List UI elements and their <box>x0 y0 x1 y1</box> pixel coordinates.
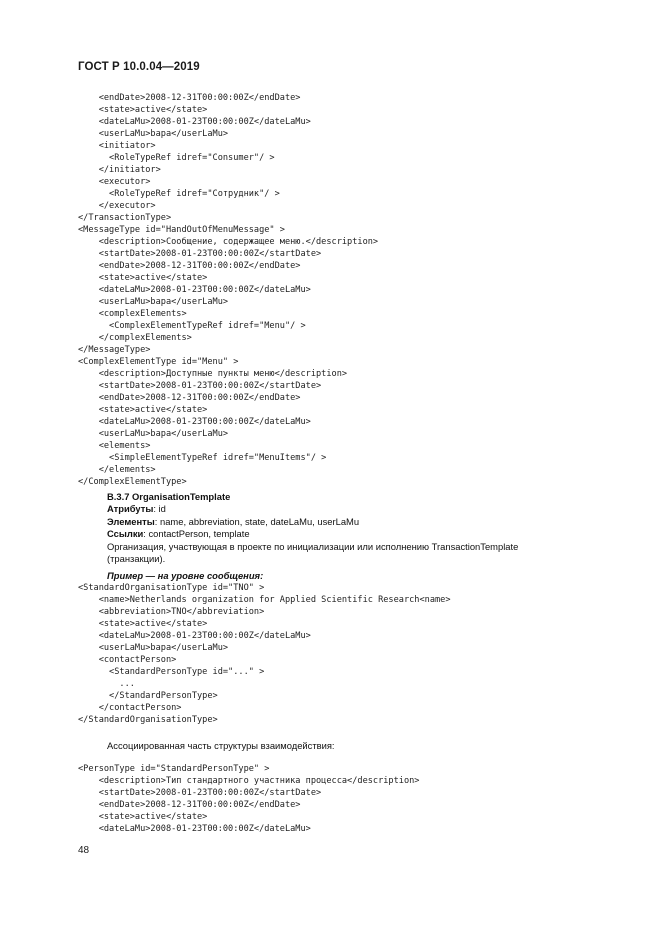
code-line: <StandardOrganisationType id="TNO" > <box>78 583 265 593</box>
code-line: <PersonType id="StandardPersonType" > <box>78 764 270 774</box>
elements-line <box>107 516 577 528</box>
code-line: <ComplexElementType id="Menu" > <box>78 357 239 367</box>
code-line: </StandardOrganisationType> <box>78 715 218 725</box>
code-line: </executor> <box>78 201 156 211</box>
code-line: </StandardPersonType> <box>78 691 218 701</box>
code-line: </MessageType> <box>78 345 151 355</box>
code-line: <state>active</state> <box>78 273 208 283</box>
code-line: <state>active</state> <box>78 105 208 115</box>
code-line: <initiator> <box>78 141 156 151</box>
code-line: <endDate>2008-12-31T00:00:00Z</endDate> <box>78 93 301 103</box>
code-line: <description>Доступные пункты меню</description> <box>78 369 348 379</box>
code-block-person-type <box>78 763 419 835</box>
code-line: <endDate>2008-12-31T00:00:00Z</endDate> <box>78 393 301 403</box>
code-line: <MessageType id="HandOutOfMenuMessage" > <box>78 225 285 235</box>
code-line: <userLaMu>bapa</userLaMu> <box>78 643 229 653</box>
code-line: <description>Сообщение, содержащее меню.</description> <box>78 237 379 247</box>
code-line: <endDate>2008-12-31T00:00:00Z</endDate> <box>78 800 301 810</box>
document-header: ГОСТ Р 10.0.04—2019 <box>78 61 200 73</box>
code-line: <complexElements> <box>78 309 187 319</box>
code-line: <userLaMu>bapa</userLaMu> <box>78 429 229 439</box>
code-line: <name>Netherlands organization for Applied Scientific Research<name> <box>78 595 451 605</box>
code-line: <SimpleElementTypeRef idref="MenuItems"/ > <box>78 453 327 463</box>
links-label: Ссылки <box>107 528 144 540</box>
code-line: <dateLaMu>2008-01-23T00:00:00Z</dateLaMu> <box>78 417 311 427</box>
elements-label: Элементы <box>107 515 155 527</box>
code-line: <ComplexElementTypeRef idref="Menu"/ > <box>78 321 306 331</box>
code-line: <contactPerson> <box>78 655 177 665</box>
associated-structure-caption: Ассоциированная часть структуры взаимодействия: <box>107 740 335 751</box>
code-line: <userLaMu>bapa</userLaMu> <box>78 297 229 307</box>
code-line: <startDate>2008-01-23T00:00:00Z</startDate> <box>78 788 322 798</box>
section-title: B.3.7 OrganisationTemplate <box>107 491 231 502</box>
attributes-label: Атрибуты <box>107 503 154 515</box>
example-heading: Пример — на уровне сообщения: <box>107 570 264 581</box>
elements-value: : name, abbreviation, state, dateLaMu, userLaMu <box>154 515 360 527</box>
links-line <box>107 528 577 540</box>
code-line: <StandardPersonType id="..." > <box>78 667 265 677</box>
attributes-line <box>107 503 577 515</box>
code-line: <dateLaMu>2008-01-23T00:00:00Z</dateLaMu> <box>78 824 311 834</box>
code-line: <userLaMu>bapa</userLaMu> <box>78 129 229 139</box>
code-line: <dateLaMu>2008-01-23T00:00:00Z</dateLaMu> <box>78 117 311 127</box>
code-line: ... <box>78 679 135 689</box>
code-line: </ComplexElementType> <box>78 477 187 487</box>
code-line: <dateLaMu>2008-01-23T00:00:00Z</dateLaMu> <box>78 631 311 641</box>
code-line: <abbreviation>TNO</abbreviation> <box>78 607 265 617</box>
page-number: 48 <box>78 845 90 856</box>
code-line: <executor> <box>78 177 151 187</box>
code-line: <startDate>2008-01-23T00:00:00Z</startDate> <box>78 249 322 259</box>
code-line: <state>active</state> <box>78 812 208 822</box>
code-block-transaction-message <box>78 92 378 488</box>
code-line: </complexElements> <box>78 333 192 343</box>
code-line: <elements> <box>78 441 151 451</box>
code-line: <description>Тип стандартного участника процесса</description> <box>78 776 420 786</box>
code-block-organisation <box>78 582 451 726</box>
code-line: <RoleTypeRef idref="Consumer"/ > <box>78 153 275 163</box>
code-line: <RoleTypeRef idref="Сотрудник"/ > <box>78 189 280 199</box>
code-line: <endDate>2008-12-31T00:00:00Z</endDate> <box>78 261 301 271</box>
section-organisation-template <box>107 491 577 565</box>
attributes-value: : id <box>153 503 166 515</box>
code-line: <state>active</state> <box>78 619 208 629</box>
links-value: : contactPerson, template <box>143 528 250 540</box>
code-line: <state>active</state> <box>78 405 208 415</box>
code-line: </elements> <box>78 465 156 475</box>
code-line: <dateLaMu>2008-01-23T00:00:00Z</dateLaMu> <box>78 285 311 295</box>
code-line: <startDate>2008-01-23T00:00:00Z</startDate> <box>78 381 322 391</box>
code-line: </TransactionType> <box>78 213 172 223</box>
code-line: </initiator> <box>78 165 161 175</box>
section-description: Организация, участвующая в проекте по инициализации или исполнению TransactionTemplate (транзакции). <box>107 540 519 565</box>
code-line: </contactPerson> <box>78 703 182 713</box>
